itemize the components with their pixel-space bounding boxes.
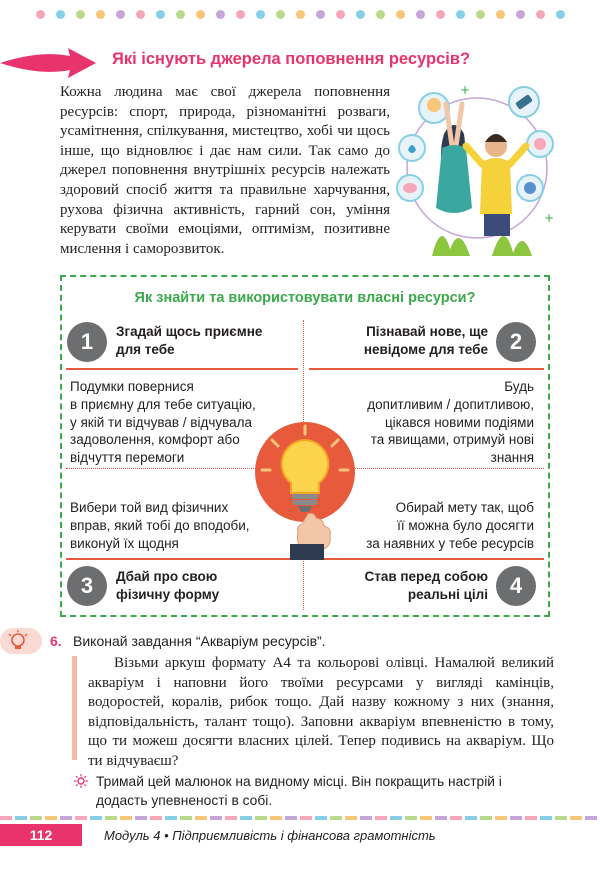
task-title: Виконай завдання “Акваріум ресурсів”.	[73, 633, 326, 649]
footer-line-segment	[345, 816, 357, 820]
footer-line-segment	[585, 816, 597, 820]
decorative-dot	[236, 10, 245, 19]
step-3-number: 3	[67, 566, 107, 606]
decorative-dot	[336, 10, 345, 19]
step-4-title: Став перед собою реальні цілі	[364, 569, 488, 602]
section-heading: Які існують джерела поповнення ресурсів?	[112, 50, 471, 68]
footer-line-segment	[525, 816, 537, 820]
decorative-dot	[316, 10, 325, 19]
svg-text:+: +	[544, 211, 555, 225]
decorative-dot	[496, 10, 505, 19]
decorative-dot	[476, 10, 485, 19]
decorative-dot	[36, 10, 45, 19]
task-text: Візьми аркуш формату А4 та кольорові олівці. Намалюй великий акваріум і наповни його твоїми ресурсами у вигляді камінців, водоростей, коралів, рибок тощо. Дай назву кожному з них (знання, відповідальність, талант тощо). Заповни акваріум впевненістю в тому, що ти можеш досягти власних цілей. Тепер подивись на акваріум. Що ти відчуваєш?	[88, 655, 554, 769]
step-1-title: Згадай щось приємне для тебе	[116, 324, 263, 357]
decorative-dot	[516, 10, 525, 19]
svg-text:+: +	[460, 83, 471, 97]
footer-line-segment	[150, 816, 162, 820]
footer-line-segment	[135, 816, 147, 820]
footer-line-segment	[510, 816, 522, 820]
footer-line-segment	[300, 816, 312, 820]
step-3-description: Вибери той вид фізичних вправ, який тобі до вподоби, виконуй їх щодня	[70, 500, 250, 551]
decorative-dot	[416, 10, 425, 19]
decorative-dot	[56, 10, 65, 19]
decorative-dot	[256, 10, 265, 19]
arrow-icon	[0, 46, 96, 80]
footer-line-segment	[450, 816, 462, 820]
footer-line-segment	[0, 816, 12, 820]
decorative-dot	[456, 10, 465, 19]
footer-line-segment	[15, 816, 27, 820]
decorative-dot	[436, 10, 445, 19]
footer-line-segment	[270, 816, 282, 820]
step-2-underline	[309, 368, 544, 370]
step-1-number: 1	[67, 322, 107, 362]
footer-line-segment	[360, 816, 372, 820]
decorative-dot	[296, 10, 305, 19]
footer-line-segment	[420, 816, 432, 820]
footer-line-segment	[465, 816, 477, 820]
decorative-dot	[376, 10, 385, 19]
task-side-bar	[72, 656, 77, 760]
task-number: 6.	[50, 633, 62, 649]
footer-line-segment	[555, 816, 567, 820]
footer-line-segment	[255, 816, 267, 820]
footer-line-segment	[435, 816, 447, 820]
people-illustration	[392, 80, 562, 256]
footer-line-segment	[375, 816, 387, 820]
step-3-title: Дбай про свою фізичну форму	[116, 569, 220, 602]
lightbulb-icon	[250, 420, 360, 560]
decorative-dot	[116, 10, 125, 19]
footer-line-segment	[540, 816, 552, 820]
decorative-dot	[156, 10, 165, 19]
footer-line-segment	[60, 816, 72, 820]
step-2-number: 2	[496, 322, 536, 362]
footer-line-segment	[45, 816, 57, 820]
footer-line-segment	[570, 816, 582, 820]
lightbulb-tip-icon	[0, 628, 42, 654]
footer-line-segment	[165, 816, 177, 820]
decorative-dot	[216, 10, 225, 19]
decorative-dot	[536, 10, 545, 19]
step-4-number: 4	[496, 566, 536, 606]
decorative-dot	[396, 10, 405, 19]
footer-module-title: Модуль 4 • Підприємливість і фінансова грамотність	[104, 828, 436, 843]
decorative-dot	[176, 10, 185, 19]
footer-line-segment	[330, 816, 342, 820]
footer-line-segment	[225, 816, 237, 820]
footer-line-segment	[90, 816, 102, 820]
footer-line-segment	[405, 816, 417, 820]
decorative-dot	[136, 10, 145, 19]
footer-line-segment	[210, 816, 222, 820]
footer-line-segment	[285, 816, 297, 820]
sun-icon	[74, 774, 88, 788]
decorative-dot	[276, 10, 285, 19]
resources-box-title: Як знайти та використовувати власні ресурси?	[134, 290, 476, 306]
step-1-underline	[66, 368, 298, 370]
footer-line-segment	[120, 816, 132, 820]
footer-line-segment	[390, 816, 402, 820]
step-1-description: Подумки повернися в приємну для тебе ситуацію, у якій ти відчував / відчувала задоволення, комфорт або відчуття перемоги	[70, 379, 256, 466]
decorative-dot	[356, 10, 365, 19]
decorative-dot	[76, 10, 85, 19]
decorative-dot	[196, 10, 205, 19]
intro-paragraph: Кожна людина має свої джерела поповнення ресурсів: спорт, природа, різноманітні розваги, усамітнення, спілкування, мистецтво, хобі чи щось інше, що відновлює і дає нам сили. Так само до джерел поповнення внутрішніх ресурсів належать здоровий спосіб життя та правильне харчування, рухова фізична активність, гарний сон, уміння керувати своїми емоціями, оптимізм, позитивне мислення і саморозвиток.	[60, 84, 390, 257]
footer-line-segment	[315, 816, 327, 820]
footer-color-line	[0, 816, 600, 820]
decorative-dot	[96, 10, 105, 19]
footer-line-segment	[105, 816, 117, 820]
page-number: 112	[0, 824, 82, 846]
step-2-description: Будь допитливим / допитливою, цікався новими подіями та явищами, отримуй нові знання	[367, 379, 534, 466]
footer-line-segment	[480, 816, 492, 820]
step-2-title: Пізнавай нове, ще невідоме для тебе	[363, 324, 488, 357]
footer-line-segment	[30, 816, 42, 820]
decorative-dot	[556, 10, 565, 19]
footer-line-segment	[195, 816, 207, 820]
footer-line-segment	[180, 816, 192, 820]
step-4-description: Обирай мету так, щоб її можна було досягти за наявних у тебе ресурсів	[366, 500, 534, 551]
footer-line-segment	[240, 816, 252, 820]
footer-line-segment	[75, 816, 87, 820]
decorative-dots	[36, 10, 590, 24]
tip-text: Тримай цей малюнок на видному місці. Він покращить настрій і додасть упевненості в собі.	[96, 774, 502, 808]
footer-line-segment	[495, 816, 507, 820]
